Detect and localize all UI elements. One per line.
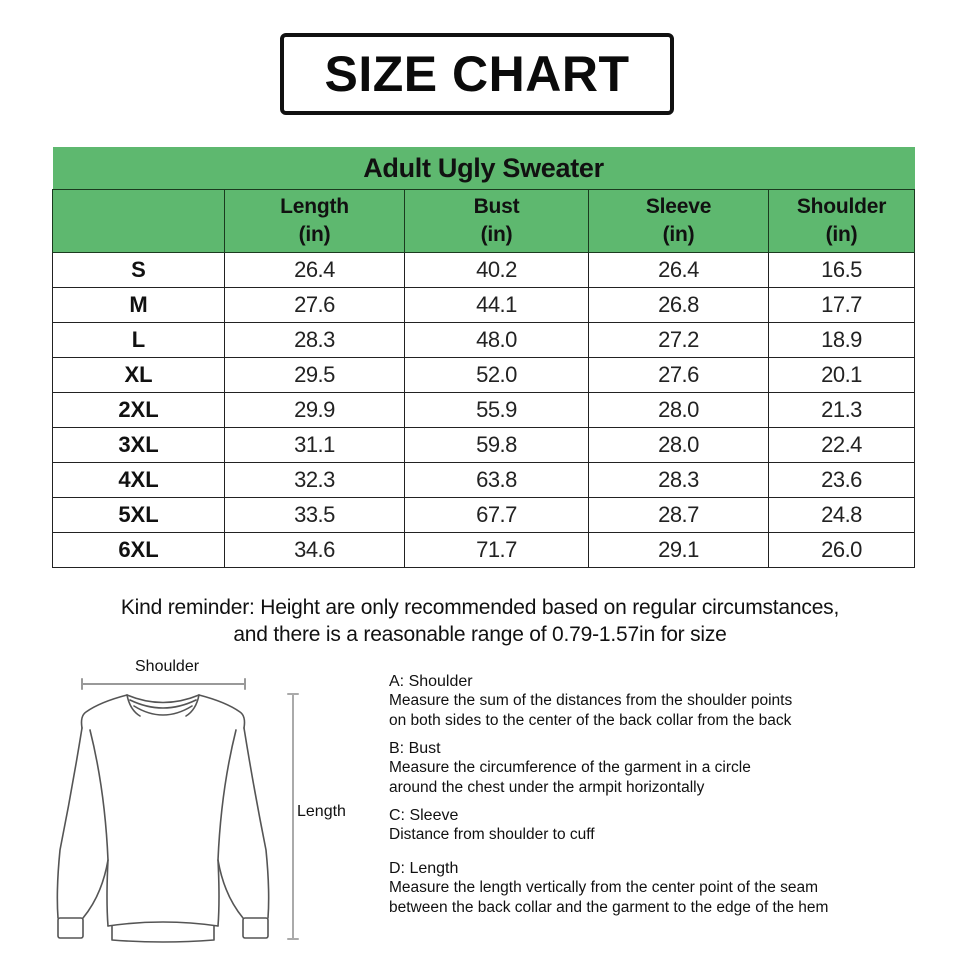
shoulder-cell: 22.4: [769, 428, 915, 463]
definition-sleeve: [389, 806, 929, 845]
table-row: [53, 463, 915, 498]
column-name: Shoulder: [796, 195, 887, 218]
definition-bust: [389, 739, 929, 798]
shoulder-cell: 17.7: [769, 288, 915, 323]
definition-title: D: Length: [389, 860, 459, 877]
shoulder-cell: 26.0: [769, 533, 915, 568]
bust-cell: 44.1: [405, 288, 589, 323]
size-label: M: [53, 288, 225, 323]
table-row: [53, 533, 915, 568]
size-label: L: [53, 323, 225, 358]
shoulder-cell: 24.8: [769, 498, 915, 533]
table-row: [53, 253, 915, 288]
size-table: [52, 147, 915, 568]
definition-line: Measure the circumference of the garment in a circle: [389, 759, 751, 776]
table-row: [53, 498, 915, 533]
length-cell: 34.6: [225, 533, 405, 568]
length-cell: 29.9: [225, 393, 405, 428]
length-cell: 29.5: [225, 358, 405, 393]
definition-title: C: Sleeve: [389, 807, 459, 824]
shoulder-cell: 21.3: [769, 393, 915, 428]
size-label: S: [53, 253, 225, 288]
sleeve-cell: 27.6: [589, 358, 769, 393]
sleeve-cell: 26.4: [589, 253, 769, 288]
length-cell: 28.3: [225, 323, 405, 358]
length-cell: 32.3: [225, 463, 405, 498]
bust-cell: 71.7: [405, 533, 589, 568]
bust-cell: 48.0: [405, 323, 589, 358]
size-label: 3XL: [53, 428, 225, 463]
definition-title: B: Bust: [389, 740, 441, 757]
definition-line: between the back collar and the garment to the edge of the hem: [389, 899, 829, 916]
bust-cell: 52.0: [405, 358, 589, 393]
column-header-size: [53, 190, 225, 253]
sleeve-cell: 29.1: [589, 533, 769, 568]
shoulder-cell: 16.5: [769, 253, 915, 288]
page-title: SIZE CHART: [324, 46, 630, 102]
bust-cell: 67.7: [405, 498, 589, 533]
kind-reminder: [40, 594, 920, 648]
shoulder-cell: 23.6: [769, 463, 915, 498]
shoulder-cell: 20.1: [769, 358, 915, 393]
length-cell: 26.4: [225, 253, 405, 288]
column-unit: (in): [298, 223, 331, 246]
size-chart-title-box: [280, 33, 674, 115]
definition-line: around the chest under the armpit horizontally: [389, 779, 705, 796]
bust-cell: 63.8: [405, 463, 589, 498]
column-header-shoulder: [769, 190, 915, 253]
column-header-sleeve: [589, 190, 769, 253]
shoulder-cell: 18.9: [769, 323, 915, 358]
column-name: Length: [280, 195, 349, 218]
measurement-definitions: [389, 672, 929, 926]
sleeve-cell: 28.7: [589, 498, 769, 533]
length-cell: 31.1: [225, 428, 405, 463]
sleeve-cell: 28.3: [589, 463, 769, 498]
table-row: [53, 358, 915, 393]
measurement-diagram: [50, 650, 370, 950]
definition-line: Measure the length vertically from the center point of the seam: [389, 879, 819, 896]
sleeve-cell: 28.0: [589, 393, 769, 428]
column-name: Sleeve: [645, 195, 712, 218]
sleeve-cell: 26.8: [589, 288, 769, 323]
bust-cell: 40.2: [405, 253, 589, 288]
size-label: 6XL: [53, 533, 225, 568]
size-label: 5XL: [53, 498, 225, 533]
column-unit: (in): [480, 223, 513, 246]
table-header-row: [53, 190, 915, 253]
size-label: XL: [53, 358, 225, 393]
definition-length: [389, 859, 929, 918]
column-unit: (in): [662, 223, 695, 246]
sleeve-cell: 28.0: [589, 428, 769, 463]
column-name: Bust: [473, 195, 520, 218]
reminder-line-2: and there is a reasonable range of 0.79-1.57in for size: [233, 623, 727, 646]
definition-line: Distance from shoulder to cuff: [389, 826, 595, 843]
table-row: [53, 393, 915, 428]
sleeve-cell: 27.2: [589, 323, 769, 358]
definition-title: A: Shoulder: [389, 673, 473, 690]
reminder-line-1: Kind reminder: Height are only recommended based on regular circumstances,: [120, 596, 840, 619]
definition-line: on both sides to the center of the back collar from the back: [389, 712, 792, 729]
sweater-outline-icon: [50, 650, 370, 950]
length-cell: 33.5: [225, 498, 405, 533]
length-label: Length: [297, 803, 346, 820]
size-label: 2XL: [53, 393, 225, 428]
definition-shoulder: [389, 672, 929, 731]
table-row: [53, 288, 915, 323]
definition-line: Measure the sum of the distances from the shoulder points: [389, 692, 793, 709]
bust-cell: 55.9: [405, 393, 589, 428]
bust-cell: 59.8: [405, 428, 589, 463]
column-header-length: [225, 190, 405, 253]
column-header-bust: [405, 190, 589, 253]
length-cell: 27.6: [225, 288, 405, 323]
size-label: 4XL: [53, 463, 225, 498]
table-row: [53, 428, 915, 463]
table-caption: Adult Ugly Sweater: [53, 147, 915, 190]
column-unit: (in): [825, 223, 858, 246]
shoulder-label: Shoulder: [135, 658, 200, 675]
table-row: [53, 323, 915, 358]
